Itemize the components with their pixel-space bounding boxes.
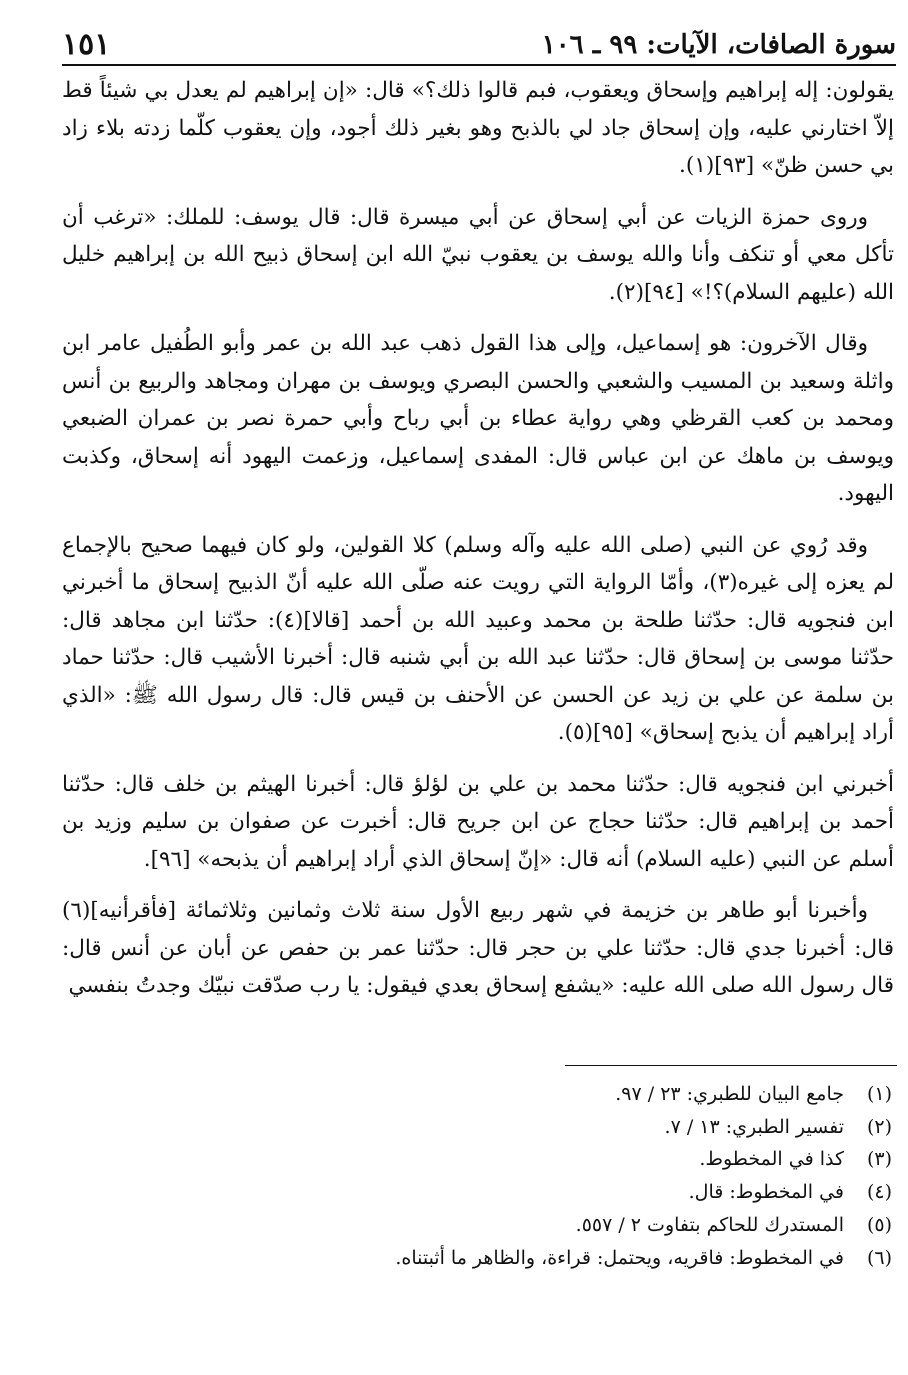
footnote-text: جامع البيان للطبري: ٢٣ / ٩٧. (615, 1083, 844, 1105)
footnote-text: في المخطوط: فاقريه، ويحتمل: قراءة، والظاهر ما أثبتناه. (395, 1246, 844, 1269)
paragraph: وقال الآخرون: هو إسماعيل، وإلى هذا القول ذهب عبد الله بن عمر وأبو الطُفيل عامر ابن واثلة وسعيد بن المسيب والشعبي والحسن البصري ويوسف بن مهران ومجاهد والربيع بن أنس ومحمد بن كعب القرظي وهي رواية عطاء بن أبي رباح وأبي حمرة نصر بن عمران الضبعي ويوسف بن ماهك عن ابن عباس قال: المفدى إسماعيل، وزعمت اليهود أنه إسحاق، وكذبت اليهود. (62, 331, 894, 506)
paragraph: وروى حمزة الزيات عن أبي إسحاق عن أبي ميسرة قال: قال يوسف: للملك: «ترغب أن تأكل معي أو تنكف وأنا والله يوسف بن يعقوب نبيّ الله ابن إسحاق ذبيح الله بن إبراهيم خليل الله (عليهم السلام)؟!» [٩٤](٢). (62, 204, 894, 305)
footnote (120, 1209, 892, 1242)
footnote (120, 1143, 892, 1176)
footnote-divider (565, 1065, 897, 1066)
footnote-number: (١) (866, 1083, 892, 1105)
page-number: ١٥١ (62, 27, 111, 62)
footnote (120, 1111, 892, 1144)
footnotes (120, 1078, 892, 1274)
running-title: سورة الصافات، الآيات: ٩٩ ـ ١٠٦ (541, 30, 896, 60)
footnote-number: (٢) (866, 1115, 892, 1138)
footnote (120, 1078, 892, 1111)
footnote-number: (٤) (866, 1181, 892, 1204)
page-header (62, 20, 896, 66)
footnote-text: تفسير الطبري: ١٣ / ٧. (664, 1115, 844, 1138)
footnote-text: في المخطوط: قال. (688, 1181, 844, 1204)
footnote (120, 1176, 892, 1209)
paragraph: وقد رُوي عن النبي (صلى الله عليه وآله وسلم) كلا القولين، ولو كان فيهما صحيح بالإجماع لم يعزه إلى غيره(٣)، وأمّا الرواية التي رويت عنه صلّى الله عليه أنّ الذبيح إسحاق ما أخبرني ابن فنجويه قال: حدّثنا طلحة بن محمد وعبيد الله بن أحمد [قالا](٤): حدّثنا ابن مجاهد قال: حدّثنا موسى بن إسحاق قال: حدّثنا عبد الله بن أبي شنبه قال: أخبرنا الأشيب قال: حدّثنا حماد بن سلمة عن علي بن زيد عن الحسن عن الأحنف بن قيس قال: قال رسول الله ﷺ: «الذي أراد إبراهيم أن يذبح إسحاق» [٩٥](٥). (62, 532, 895, 745)
footnote-text: المستدرك للحاكم بتفاوت ٢ / ٥٥٧. (575, 1213, 844, 1236)
footnote-number: (٣) (866, 1148, 892, 1171)
paragraph: أخبرني ابن فنجويه قال: حدّثنا محمد بن علي بن لؤلؤ قال: أخبرنا الهيثم بن خلف قال: حدّثنا أحمد بن إبراهيم قال: حدّثنا حجاج عن ابن جريح قال: أخبرت عن صفوان بن سليم وزيد بن أسلم عن النبي (عليه السلام) أنه قال: «إنّ إسحاق الذي أراد إبراهيم أن يذبحه» [٩٦]. (62, 771, 894, 872)
footnote-number: (٥) (866, 1213, 892, 1236)
footnote (120, 1242, 892, 1275)
paragraph: وأخبرنا أبو طاهر بن خزيمة في شهر ربيع الأول سنة ثلاث وثمانين وثلاثمائة [فأقرأنيه](٦) قال: أخبرنا جدي قال: حدّثنا علي بن حجر قال: حدّثنا عمر بن حفص عن أبان عن أنس قال: قال رسول الله صلى الله عليه: «يشفع إسحاق بعدي فيقول: يا رب صدّقت نبيّك وجدتُ بنفسي (62, 898, 894, 998)
footnote-text: كذا في المخطوط. (699, 1148, 844, 1171)
paragraph: يقولون: إله إبراهيم وإسحاق ويعقوب، فبم قالوا ذلك؟» قال: «إن إبراهيم لم يعدل بي شيئاً قط إلاّ اختارني عليه، وإن إسحاق جاد لي بالذبح وهو بغير ذلك أجود، وإن يعقوب كلّما زدته بلاء زاد بي حسن ظنّ» [٩٣](١). (62, 78, 894, 178)
main-text (62, 72, 894, 1019)
footnote-number: (٦) (866, 1246, 892, 1269)
